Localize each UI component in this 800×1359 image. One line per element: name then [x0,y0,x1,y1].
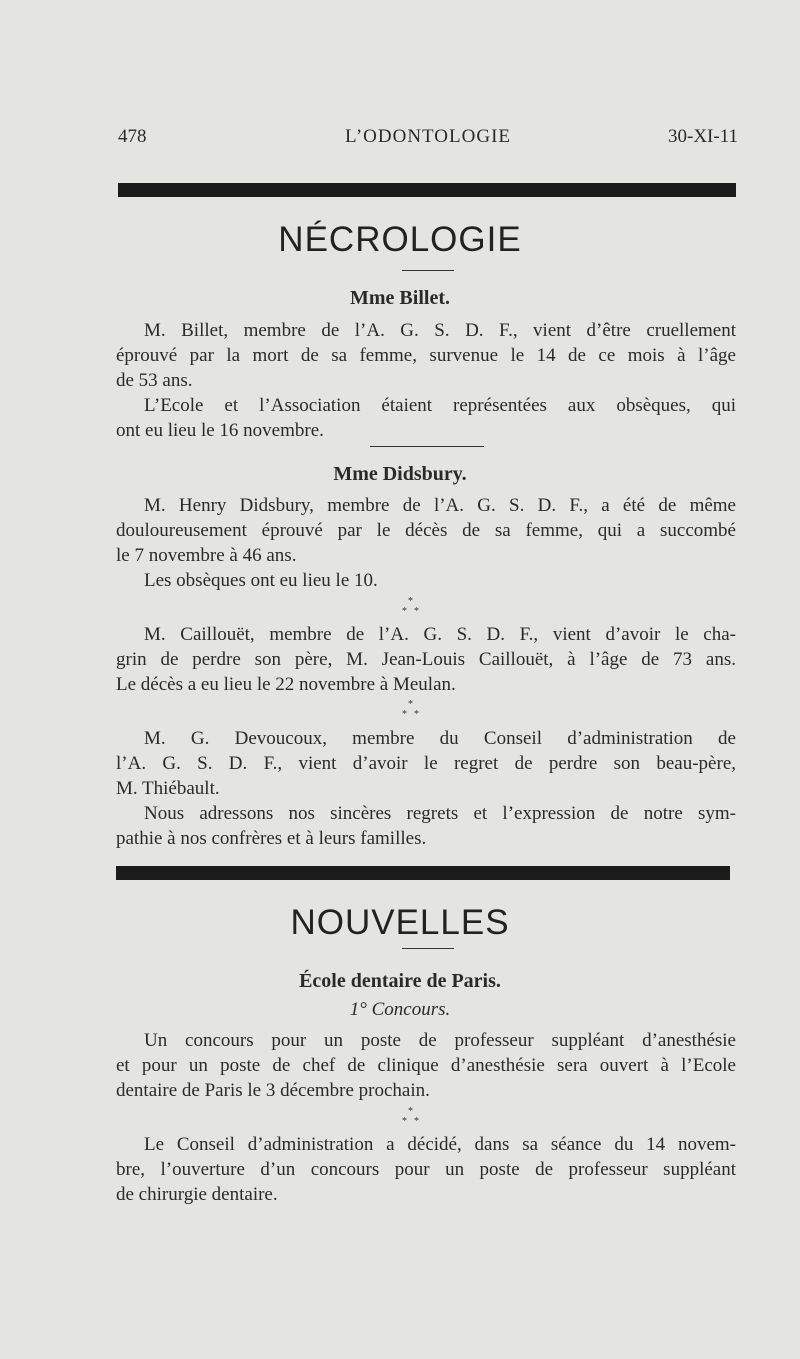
text-line: grin de perdre son père, M. Jean-Louis Caillouët, à l’âge de 73 ans. [116,649,736,670]
text-line: l’A. G. S. D. F., vient d’avoir le regret de perdre son beau-père, [116,753,736,774]
text-line: Le Conseil d’administration a décidé, dans sa séance du 14 novem- [144,1134,736,1155]
devoucoux-paragraph-1 [116,726,736,801]
issue-date: 30-XI-11 [668,126,738,147]
billet-heading: Mme Billet. [350,287,450,309]
running-head [118,126,738,152]
text-line: éprouvé par la mort de sa femme, survenue le 14 de ce mois à l’âge [116,345,736,366]
decorative-rule-bar [116,866,730,880]
text-line: M. Billet, membre de l’A. G. S. D. F., vient d’être cruellement [144,320,736,341]
conseil-paragraph [116,1132,736,1207]
billet-paragraph-1 [116,318,736,393]
text-line: M. Henry Didsbury, membre de l’A. G. S. D. F., a été de même [144,495,736,516]
concours-paragraph [116,1028,736,1103]
text-line: pathie à nos confrères et à leurs familles. [116,828,427,849]
nouvelles-title: NOUVELLES [290,903,510,942]
ecole-heading: École dentaire de Paris. [299,970,501,992]
didsbury-heading: Mme Didsbury. [333,463,467,485]
title-underline [402,270,454,271]
asterisk: * [414,606,419,617]
asterisk: * [402,709,407,720]
asterisk: * [402,606,407,617]
decorative-rule-bar [118,183,736,197]
journal-title: L’ODONTOLOGIE [344,126,512,147]
section-divider [370,446,484,447]
asterism-separator [400,597,424,621]
asterisk: * [408,1106,413,1117]
asterisk: * [402,1116,407,1127]
text-line: et pour un poste de chef de clinique d’anesthésie sera ouvert à l’Ecole [116,1055,736,1076]
text-line: M. G. Devoucoux, membre du Conseil d’administration de [144,728,736,749]
text-line: M. Thiébault. [116,778,220,799]
text-line: de 53 ans. [116,370,193,391]
text-line: bre, l’ouverture d’un concours pour un poste de professeur suppléant [116,1159,736,1180]
asterisk: * [414,709,419,720]
concours-subheading: 1° Concours. [349,999,451,1020]
caillouet-paragraph [116,622,736,697]
text-line: Les obsèques ont eu lieu le 10. [144,570,378,591]
text-line: dentaire de Paris le 3 décembre prochain. [116,1080,430,1101]
devoucoux-paragraph-2 [116,801,736,851]
text-line: de chirurgie dentaire. [116,1184,278,1205]
title-underline [402,948,454,949]
didsbury-paragraph-1 [116,493,736,568]
billet-paragraph-2 [116,393,736,443]
text-line: ont eu lieu le 16 novembre. [116,420,324,441]
text-line: Le décès a eu lieu le 22 novembre à Meulan. [116,674,456,695]
text-line: le 7 novembre à 46 ans. [116,545,297,566]
text-line: Nous adressons nos sincères regrets et l’expression de notre sym- [144,803,736,824]
text-line: Un concours pour un poste de professeur suppléant d’anesthésie [144,1030,736,1051]
text-line: M. Caillouët, membre de l’A. G. S. D. F., vient d’avoir le cha- [144,624,736,645]
asterism-separator [400,700,424,724]
didsbury-paragraph-2 [116,568,736,593]
asterisk: * [414,1116,419,1127]
text-line: L’Ecole et l’Association étaient représentées aux obsèques, qui [144,395,736,416]
necrologie-title: NÉCROLOGIE [278,220,522,259]
text-line: douloureusement éprouvé par le décès de sa femme, qui a succombé [116,520,736,541]
asterisk: * [408,699,413,710]
asterisk: * [408,596,413,607]
page-number: 478 [118,126,147,147]
asterism-separator [400,1107,424,1131]
